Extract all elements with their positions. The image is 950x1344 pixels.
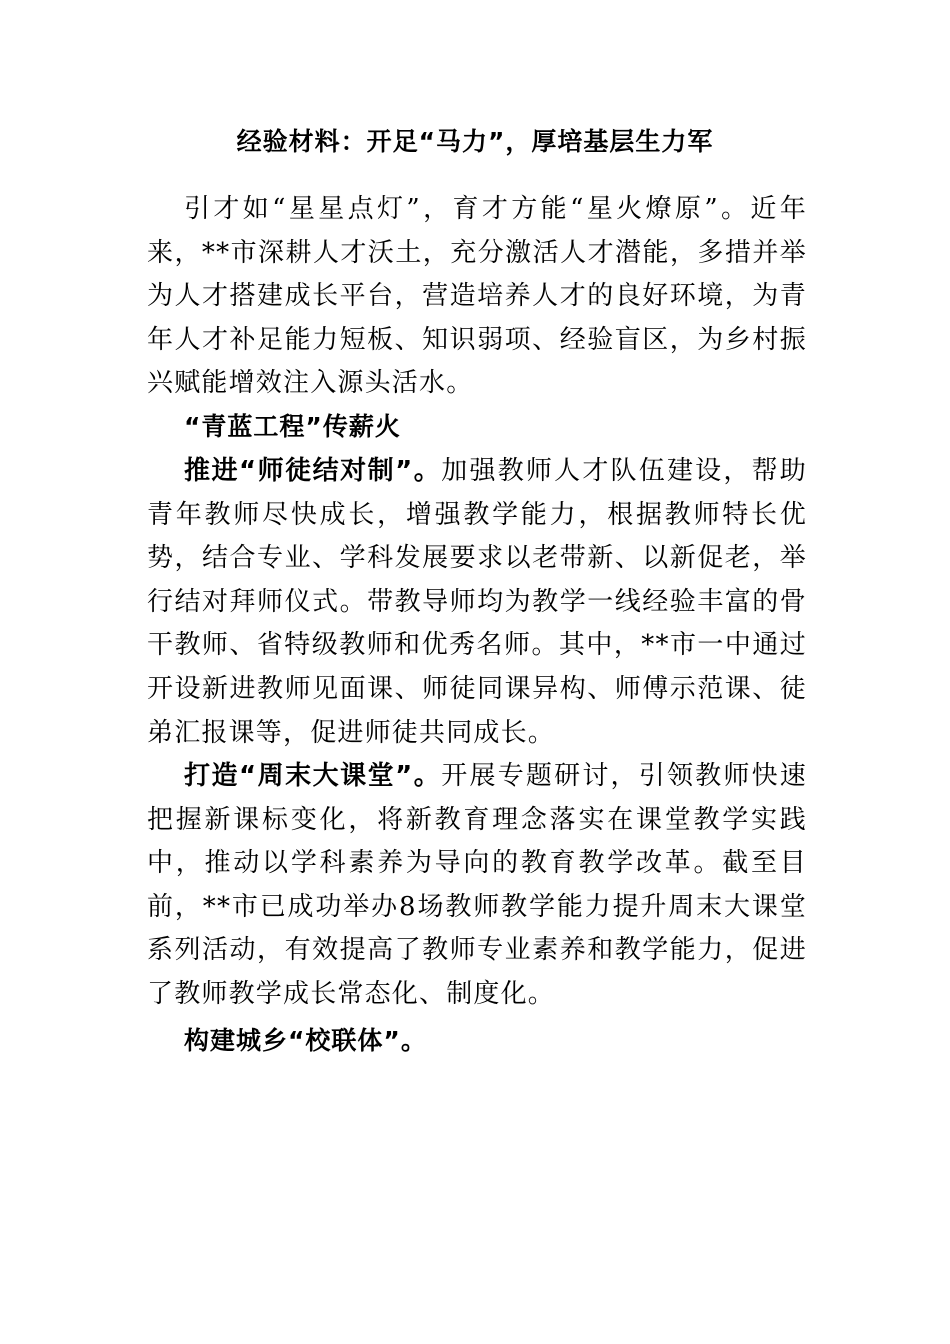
paragraph-weekend-class [147, 755, 807, 1017]
paragraph-text: 开展专题研讨，引领教师快速把握新课标变化，将新教育理念落实在课堂教学实践中，推动以学科素养为导向的教育教学改革。截至目前，**市已成功举办8场教师教学能力提升周末大课堂系列活动，有效提高了教师专业素养和教学能力，促进了教师教学成长常态化、制度化。 [147, 761, 807, 1009]
section-heading: “青蓝工程”传薪火 [184, 412, 401, 441]
paragraph-lead: 打造“周末大课堂”。 [184, 761, 442, 791]
paragraph-school-alliance-lead: 构建城乡“校联体”。 [184, 1026, 427, 1055]
paragraph-lead: 推进“师徒结对制”。 [184, 456, 442, 486]
document-title: 经验材料：开足“马力”，厚培基层生力军 [236, 127, 714, 156]
intro-paragraph: 引才如“星星点灯”，育才方能“星火燎原”。近年来，**市深耕人才沃土，充分激活人才潜能，多措并举为人才搭建成长平台，营造培养人才的良好环境，为青年人才补足能力短板、知识弱项、经验盲区，为乡村振兴赋能增效注入源头活水。 [147, 194, 807, 399]
paragraph-text: 加强教师人才队伍建设，帮助青年教师尽快成长，增强教学能力，根据教师特长优势，结合专业、学科发展要求以老带新、以新促老，举行结对拜师仪式。带教导师均为教学一线经验丰富的骨干教师、省特级教师和优秀名师。其中，**市一中通过开设新进教师见面课、师徒同课异构、师傅示范课、徒弟汇报课等，促进师徒共同成长。 [147, 456, 807, 748]
paragraph-mentorship [147, 450, 807, 755]
